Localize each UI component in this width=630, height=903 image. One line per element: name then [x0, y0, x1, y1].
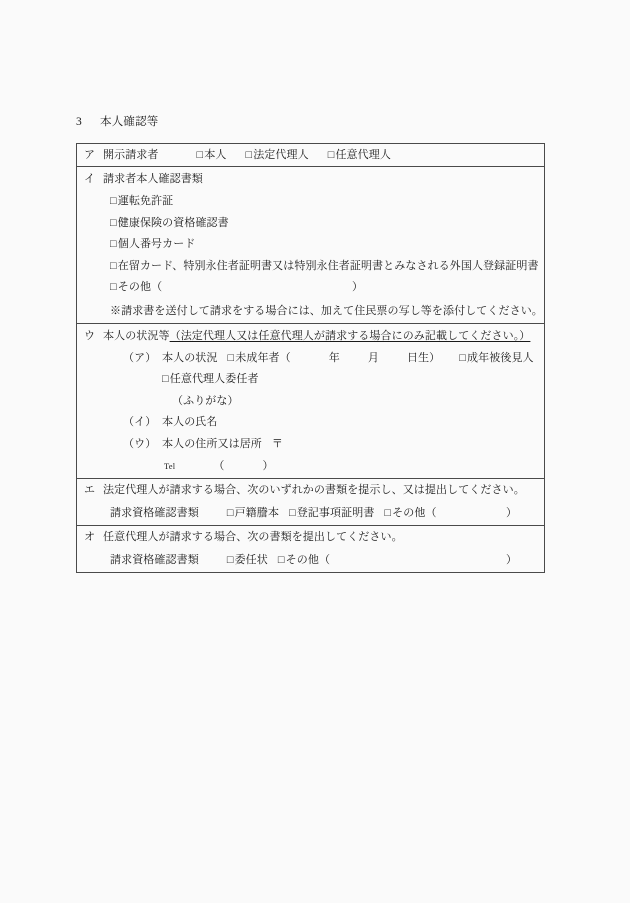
identity-document-option [77, 191, 544, 213]
principal-status-line [77, 348, 544, 370]
birth-month-label: 月 [367, 351, 379, 364]
checkbox-voluntary-proxy-delegator[interactable]: □ 任意代理人委任者 [162, 369, 259, 391]
checkbox-registry-certificate[interactable]: □ 登記事項証明書 [289, 502, 374, 525]
principal-telephone-line [77, 455, 544, 478]
row-label-u: ウ [84, 329, 96, 342]
sub-label-i: （イ） [123, 416, 157, 428]
principal-status-title: 本人の状況 [162, 351, 218, 364]
table-row-legal-representative-docs [77, 479, 544, 526]
sub-label-u: （ウ） [123, 437, 157, 450]
other-document-open-paren: （ [151, 281, 163, 293]
row-label-a: ア [84, 149, 96, 161]
row-a-title: 開示請求者 [103, 149, 159, 161]
row-o-other-open-paren: （ [318, 554, 331, 566]
row-label-e: エ [84, 484, 96, 496]
identity-document-option [77, 234, 544, 256]
row-e-other-open-paren: （ [425, 507, 437, 519]
page-title [76, 114, 159, 130]
checkbox-power-of-attorney[interactable]: □ 委任状 [227, 549, 268, 572]
identity-document-option [77, 256, 544, 278]
table-row-voluntary-representative-docs [77, 526, 544, 572]
table-row-principal-status [77, 324, 544, 480]
checkbox-other-qualification-doc-o[interactable]: □ その他 [278, 549, 319, 572]
row-e-other-close-paren: ） [506, 507, 518, 519]
row-i-title: 請求者本人確認書類 [103, 173, 203, 185]
note-text: ※請求書を送付して請求をする場合には、加えて住民票の写し等を添付してください。 [110, 304, 543, 317]
row-o-docs-label: 請求資格確認書類 [110, 554, 199, 566]
checkbox-minor[interactable]: □ 未成年者 [228, 348, 280, 370]
row-o-instruction: 任意代理人が請求する場合、次の書類を提出してください。 [103, 531, 403, 543]
principal-status-line [77, 369, 544, 391]
birth-day-label: 日生） [406, 351, 441, 364]
identity-documents-note [77, 299, 544, 323]
checkbox-requester-legal-representative[interactable]: □ 法定代理人 [245, 144, 308, 166]
telephone-label: Tel [164, 461, 176, 471]
identity-document-option [77, 213, 544, 235]
principal-address-title: 本人の住所又は居所 [162, 437, 262, 450]
row-label-i: イ [84, 173, 96, 185]
section-number: 3 [76, 116, 82, 128]
table-row-disclosure-requester [77, 144, 544, 167]
principal-name-title: 本人の氏名 [162, 416, 218, 428]
checkbox-requester-voluntary-representative[interactable]: □ 任意代理人 [328, 144, 391, 166]
row-e-docs-label: 請求資格確認書類 [110, 507, 199, 519]
checkbox-drivers-license[interactable]: □ 運転免許証 [110, 191, 173, 213]
row-u-title: 本人の状況等 [103, 329, 170, 342]
telephone-close-paren: ） [262, 460, 274, 472]
section-title: 本人確認等 [100, 116, 159, 128]
sub-label-a: （ア） [123, 351, 157, 364]
principal-name-line [77, 412, 544, 434]
checkbox-residence-card[interactable]: □ 在留カード、特別永住者証明書又は特別永住者証明書とみなされる外国人登録証明書 [110, 256, 539, 278]
telephone-open-paren: （ [213, 460, 225, 472]
row-o-other-close-paren: ） [506, 554, 518, 566]
checkbox-other-qualification-doc-e[interactable]: □ その他 [384, 502, 425, 525]
identity-document-option-other [77, 277, 544, 299]
other-document-close-paren: ） [352, 281, 364, 293]
furigana-label: （ふりがな） [172, 394, 239, 407]
table-row-identity-documents [77, 167, 544, 324]
legal-representative-docs-line [77, 502, 544, 525]
row-e-instruction: 法定代理人が請求する場合、次のいずれかの書類を提示し、又は提出してください。 [103, 484, 525, 496]
checkbox-adult-ward[interactable]: □ 成年被後見人 [459, 348, 533, 370]
checkbox-requester-self[interactable]: □ 本人 [197, 144, 227, 166]
checkbox-health-insurance-certificate[interactable]: □ 健康保険の資格確認書 [110, 213, 229, 235]
postal-mark-icon: 〒 [271, 437, 284, 450]
checkbox-other-document[interactable]: □ その他 [110, 277, 151, 299]
voluntary-representative-docs-line [77, 549, 544, 572]
identity-verification-table [76, 143, 545, 573]
birth-year-label: 年 [328, 351, 340, 364]
row-label-o: オ [84, 531, 96, 543]
principal-address-line [77, 434, 544, 456]
checkbox-my-number-card[interactable]: □ 個人番号カード [110, 234, 195, 256]
checkbox-family-register-copy[interactable]: □ 戸籍謄本 [227, 502, 279, 525]
minor-open-paren: （ [279, 351, 291, 364]
row-u-title-note: （法定代理人又は任意代理人が請求する場合にのみ記載してください。） [169, 329, 531, 342]
